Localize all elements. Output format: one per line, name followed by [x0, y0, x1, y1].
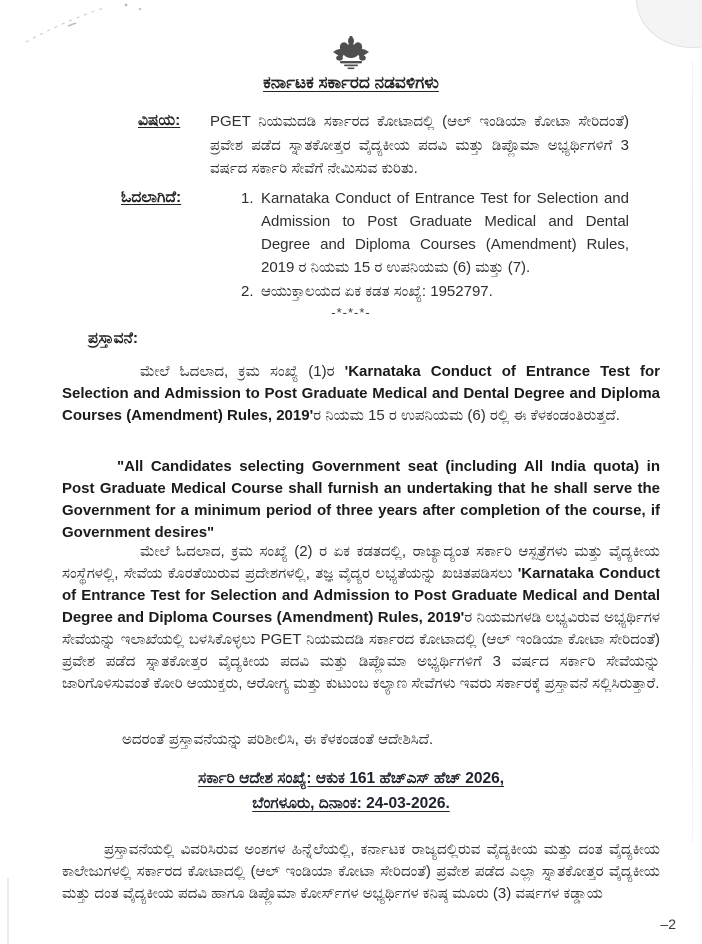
read-item-2-text: ಆಯುಕ್ತಾಲಯದ ಏಕ ಕಡತ ಸಂಖ್ಯೆ: 1952797.	[261, 283, 493, 300]
asterisk-separator: -*-*-*-	[331, 305, 371, 320]
order-place-date-line: ಬೆಂಗಳೂರು, ದಿನಾಂಕ: 24-03-2026.	[252, 795, 450, 812]
page-number: –2	[660, 916, 676, 932]
preamble-paragraph-1-kn-start: ಮೇಲೆ ಓದಲಾದ, ಕ್ರಮ ಸಂಖ್ಯೆ (1)ರ	[140, 363, 345, 380]
preamble-paragraph-2	[62, 541, 660, 695]
quoted-rule-text: "All Candidates selecting Government seat (including All India quota) in Post Graduate Medical Course shall furnish an undertaking that he shall serve the Government for a minimum period of three years after completion of the course, if Government desires"	[62, 458, 660, 541]
read-item-1	[241, 187, 629, 279]
read-item-1-text: Karnataka Conduct of Entrance Test for Selection and Admission to Post Graduate Medical and Dental Degree and Diploma Courses (Amendment) Rules, 2019 ರ ನಿಯಮ 15 ರ ಉಪನಿಯಮ (6) ಮತ್ತು (7).	[261, 190, 629, 276]
pencil-scribble-artifact	[8, 0, 168, 48]
scan-edge-line-right	[692, 60, 693, 844]
preamble-heading: ಪ್ರಸ್ತಾವನೆ:	[88, 330, 138, 347]
karnataka-gandaberunda-emblem	[331, 34, 371, 72]
read-label: ಓದಲಾಗಿದೆ:	[121, 189, 182, 206]
subject-label: ವಿಷಯ:	[138, 112, 181, 129]
scan-corner-shadow	[636, 0, 702, 48]
preamble-paragraph-1-kn-end: ರ ನಿಯಮ 15 ರ ಉಪನಿಯಮ (6) ರಲ್ಲಿ ಈ ಕೆಳಕಂಡಂತಿರುತ್ತದೆ.	[313, 407, 620, 424]
subject-text: PGET ನಿಯಮದಡಿ ಸರ್ಕಾರದ ಕೋಟಾದಲ್ಲಿ (ಆಲ್ ಇಂಡಿಯಾ ಕೋಟಾ ಸೇರಿದಂತೆ) ಪ್ರವೇಶ ಪಡೆದ ಸ್ನಾತಕೋತ್ತರ ವೈದ್ಯಕೀಯ ಪದವಿ ಮತ್ತು ಡಿಪ್ಲೊಮಾ ಅಭ್ಯರ್ಥಿಗಳಿಗೆ 3 ವರ್ಷದ ಸರ್ಕಾರಿ ಸೇವೆಗೆ ನೇಮಿಸುವ ಕುರಿತು.	[210, 113, 629, 177]
read-item-2	[241, 280, 629, 303]
read-item-1-number: 1.	[241, 190, 254, 207]
government-order-heading	[0, 766, 702, 816]
preamble-paragraph-3: ಅದರಂತೆ ಪ್ರಸ್ತಾವನೆಯನ್ನು ಪರಿಶೀಲಿಸಿ, ಈ ಕೆಳಕಂಡಂತೆ ಆದೇಶಿಸಿದೆ.	[122, 731, 434, 748]
preamble-paragraph-2-kn-start: ಮೇಲೆ ಓದಲಾದ, ಕ್ರಮ ಸಂಖ್ಯೆ (2) ರ ಏಕ ಕಡತದಲ್ಲಿ, ರಾಜ್ಯಾದ್ಯಂತ ಸರ್ಕಾರಿ ಆಸ್ಪತ್ರೆಗಳು ಮತ್ತು ವೈದ್ಯಕೀಯ ಸಂಸ್ಥೆಗಳಲ್ಲಿ, ಸೇವೆಯ ಕೊರತೆಯಿರುವ ಪ್ರದೇಶಗಳಲ್ಲಿ, ತಜ್ಞ ವೈದ್ಯರ ಲಭ್ಯತೆಯನ್ನು ಖಚಿತಪಡಿಸಲು	[62, 543, 660, 582]
read-reference-list	[241, 187, 629, 303]
preamble-paragraph-2-kn-end: ರ ನಿಯಮಗಳಡಿ ಲಭ್ಯವಿರುವ ಅಭ್ಯರ್ಥಿಗಳ ಸೇವೆಯನ್ನು ಇಲಾಖೆಯಲ್ಲಿ ಬಳಸಿಕೊಳ್ಳಲು PGET ನಿಯಮದಡಿ ಸರ್ಕಾರದ ಕೋಟಾದಲ್ಲಿ (ಆಲ್ ಇಂಡಿಯಾ ಕೋಟಾ ಸೇರಿದಂತೆ) ಪ್ರವೇಶ ಪಡೆದ ಸ್ನಾತಕೋತ್ತರ ವೈದ್ಯಕೀಯ ಪದವಿ ಮತ್ತು ಡಿಪ್ಲೊಮಾ ಅಭ್ಯರ್ಥಿಗಳಿಗೆ 3 ವರ್ಷದ ಸರ್ಕಾರಿ ಸೇವೆಯನ್ನು ಜಾರಿಗೊಳಿಸುವಂತೆ ಕೋರಿ ಆಯುಕ್ತರು, ಆರೋಗ್ಯ ಮತ್ತು ಕುಟುಂಬ ಕಲ್ಯಾಣ ಸೇವೆಗಳು ಇವರು ಸರ್ಕಾರಕ್ಕೆ ಪ್ರಸ್ತಾವನೆ ಸಲ್ಲಿಸಿರುತ್ತಾರೆ.	[62, 609, 660, 692]
preamble-paragraph-2-rules-title: 'Karnataka Conduct of Entrance Test for Selection and Admission to Post Graduate Medical and Dental Degree and Diploma Courses (Amendment) Rules, 2019'	[62, 565, 660, 626]
preamble-paragraph-1-rules-title: 'Karnataka Conduct of Entrance Test for Selection and Admission to Post Graduate Medical and Dental Degree and Diploma Courses (Amendment) Rules, 2019'	[62, 363, 660, 424]
order-number-line: ಸರ್ಕಾರಿ ಆದೇಶ ಸಂಖ್ಯೆ: ಆಕುಕ 161 ಹೆಚ್‌ಎಸ್ ಹೆಚ್ 2026,	[197, 770, 505, 787]
preamble-paragraph-1	[62, 361, 660, 427]
scan-edge-line-left	[7, 878, 9, 944]
order-body-paragraph: ಪ್ರಸ್ತಾವನೆಯಲ್ಲಿ ವಿವರಿಸಿರುವ ಅಂಶಗಳ ಹಿನ್ನೆಲೆಯಲ್ಲಿ, ಕರ್ನಾಟಕ ರಾಜ್ಯದಲ್ಲಿರುವ ವೈದ್ಯಕೀಯ ಮತ್ತು ದಂತ ವೈದ್ಯಕೀಯ ಕಾಲೇಜುಗಳಲ್ಲಿ ಸರ್ಕಾರದ ಕೋಟಾದಲ್ಲಿ (ಆಲ್ ಇಂಡಿಯಾ ಕೋಟಾ ಸೇರಿದಂತೆ) ಪ್ರವೇಶ ಪಡೆದ ಎಲ್ಲಾ ಸ್ನಾತಕೋತ್ತರ ವೈದ್ಯಕೀಯ ಮತ್ತು ದಂತ ವೈದ್ಯಕೀಯ ಪದವಿ ಹಾಗೂ ಡಿಪ್ಲೊಮಾ ಕೋರ್ಸ್‌ಗಳ ಅಭ್ಯರ್ಥಿಗಳ ಕನಿಷ್ಠ ಮೂರು (3) ವರ್ಷಗಳ ಕಡ್ಡಾಯ	[62, 841, 660, 902]
read-item-2-number: 2.	[241, 283, 254, 300]
document-title: ಕರ್ನಾಟಕ ಸರ್ಕಾರದ ನಡವಳಿಗಳು	[263, 73, 439, 92]
